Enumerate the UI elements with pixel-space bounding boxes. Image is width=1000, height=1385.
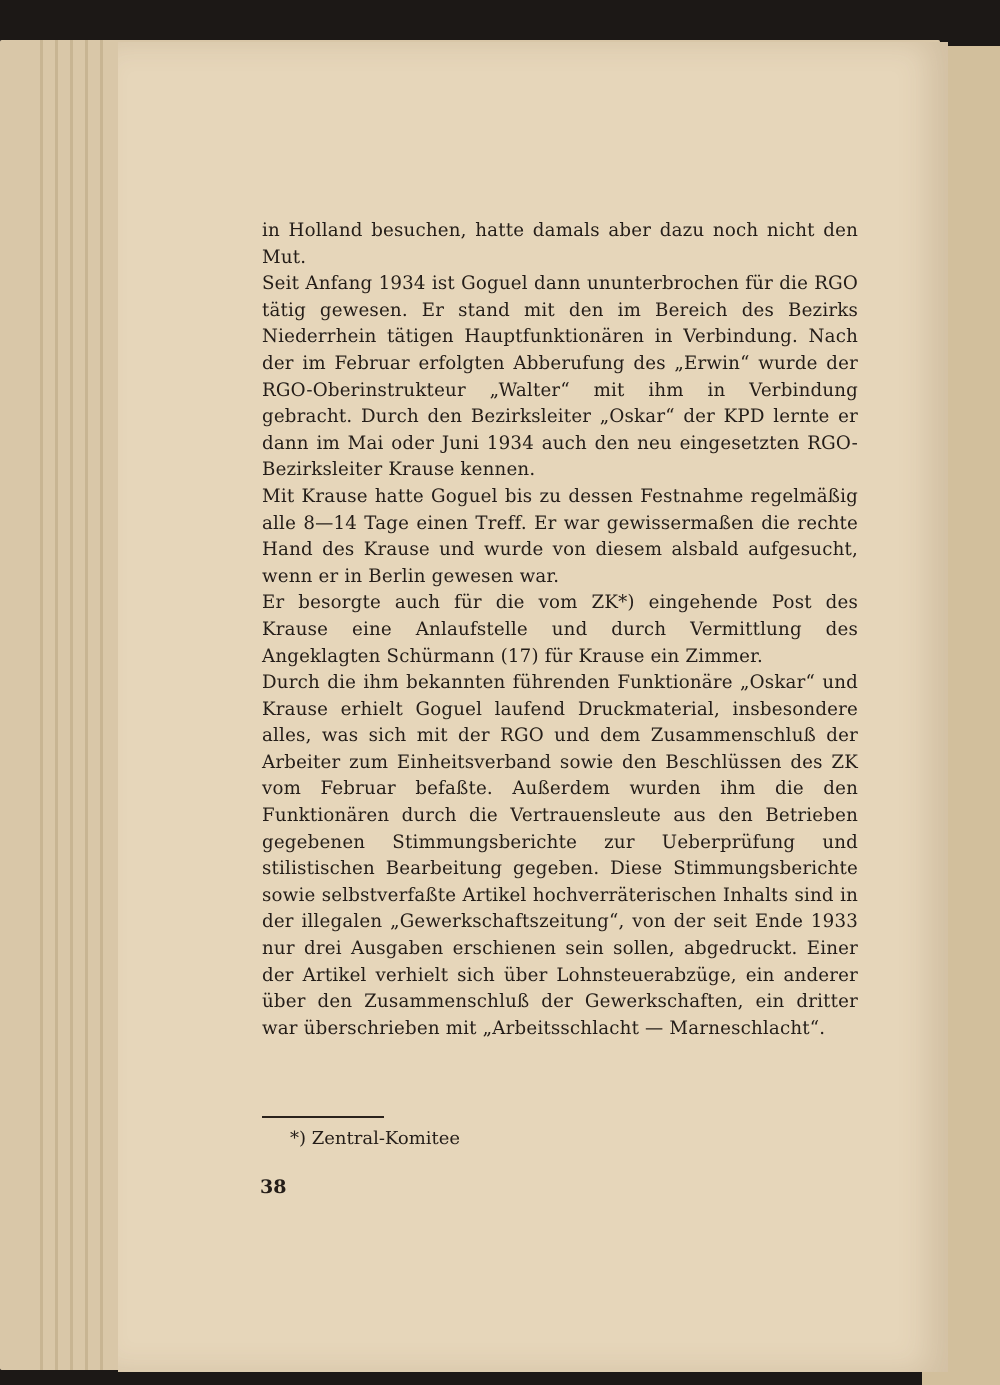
paragraph: Mit Krause hatte Goguel bis zu dessen Festnahme regelmäßig alle 8—14 Tage einen Treff. Er war gewissermaßen die rechte Hand des Krause und wurde von diesem alsbald aufgesucht, wenn er in Berlin gewesen war.: [262, 485, 858, 587]
page-edge: [55, 40, 58, 1370]
page-edge: [100, 40, 103, 1370]
body-text: [262, 218, 858, 1042]
paragraph: in Holland besuchen, hatte damals aber dazu noch nicht den Mut.: [262, 220, 858, 268]
footnote: *) Zentral-Komitee: [290, 1128, 461, 1149]
paragraph: Er besorgte auch für die vom ZK*) eingehende Post des Krause eine Anlaufstelle und durch Vermittlung des Angeklagten Schürmann (17) für Krause ein Zimmer.: [262, 592, 858, 667]
paragraph: Seit Anfang 1934 ist Goguel dann ununterbrochen für die RGO tätig gewesen. Er stand mit den im Bereich des Bezirks Niederrhein tätigen Hauptfunktionären in Verbindung. Nach der im Februar erfolgten Abberufung des „Erwin“ wurde der RGO-Oberinstrukteur „Walter“ mit ihm in Verbindung gebracht. Durch den Bezirksleiter „Oskar“ der KPD lernte er dann im Mai oder Juni 1934 auch den neu eingesetzten RGO-Bezirksleiter Krause kennen.: [262, 273, 858, 481]
page-number: 38: [260, 1176, 287, 1198]
page-edge: [85, 40, 88, 1370]
footnote-rule: [262, 1116, 384, 1118]
page-edge: [40, 40, 43, 1370]
page-edge: [70, 40, 73, 1370]
paragraph: Durch die ihm bekannten führenden Funktionäre „Oskar“ und Krause erhielt Goguel laufend Druckmaterial, insbesondere alles, was sich mit der RGO und dem Zusammenschluß der Arbeiter zum Einheitsverband sowie den Beschlüssen des ZK vom Februar befaßte. Außerdem wurden ihm die den Funktionären durch die Vertrauensleute aus den Betrieben gegebenen Stimmungsberichte zur Ueberprüfung und stilistischen Bearbeitung gegeben. Diese Stimmungsberichte sowie selbstverfaßte Artikel hochverräterischen Inhalts sind in der illegalen „Gewerkschaftszeitung“, von der seit Ende 1933 nur drei Ausgaben erschienen sein sollen, abgedruckt. Einer der Artikel verhielt sich über Lohnsteuerabzüge, ein anderer über den Zusammenschluß der Gewerkschaften, ein dritter war überschrieben mit „Arbeitsschlacht — Marneschlacht“.: [262, 672, 858, 1039]
